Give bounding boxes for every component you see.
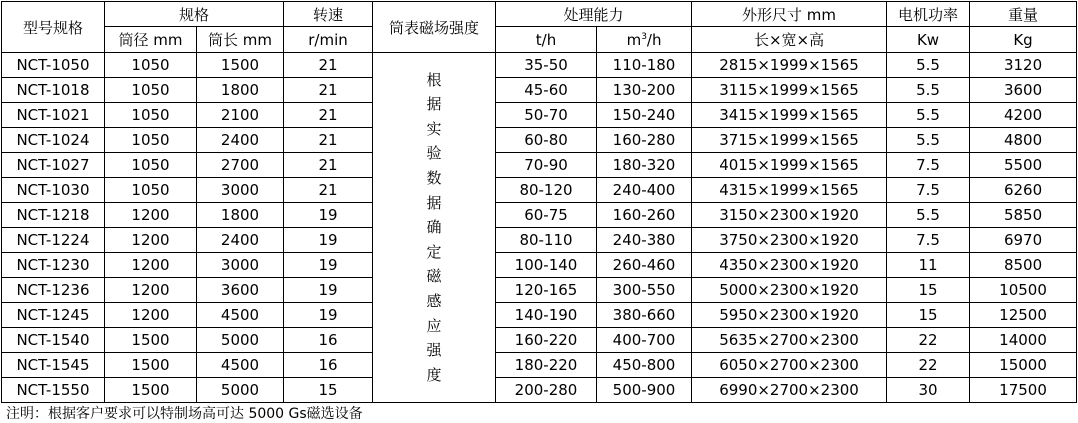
cell-weight: 4800 [970,128,1077,153]
cell-model: NCT-1224 [2,228,105,253]
cell-capacity-m3h: 240-380 [597,228,692,253]
cell-weight: 14000 [970,328,1077,353]
header-capacity-th: t/h [496,27,597,53]
cell-model: NCT-1218 [2,203,105,228]
cell-dimensions: 3415×1999×1565 [692,103,887,128]
cell-length: 2400 [197,228,284,253]
cell-capacity-th: 100-140 [496,253,597,278]
cell-power: 5.5 [887,128,970,153]
cell-length: 2700 [197,153,284,178]
cell-dimensions: 3115×1999×1565 [692,78,887,103]
cell-diameter: 1500 [105,328,197,353]
footnote: 注明：根据客户要求可以特制场高可达 5000 Gs磁选设备 [6,406,363,422]
cell-weight: 3120 [970,53,1077,78]
cell-weight: 5500 [970,153,1077,178]
cell-capacity-th: 35-50 [496,53,597,78]
header-speed: 转速 [284,2,373,27]
magnetic-note-char: 根 [426,70,442,89]
cell-capacity-m3h: 110-180 [597,53,692,78]
table-row [2,228,1077,253]
cell-capacity-m3h: 500-900 [597,378,692,403]
spec-table [1,1,1077,403]
header-speed-unit: r/min [284,27,373,53]
header-capacity-m3h [597,27,692,53]
cell-model: NCT-1021 [2,103,105,128]
magnetic-note-char: 磁 [426,267,442,286]
cell-power: 7.5 [887,228,970,253]
cell-weight: 17500 [970,378,1077,403]
cell-length: 2100 [197,103,284,128]
cell-diameter: 1200 [105,278,197,303]
cell-capacity-th: 160-220 [496,328,597,353]
cell-weight: 5850 [970,203,1077,228]
cell-speed: 15 [284,378,373,403]
header-diameter: 筒径 mm [105,27,197,53]
cell-diameter: 1500 [105,353,197,378]
cell-speed: 21 [284,153,373,178]
cell-capacity-m3h: 380-660 [597,303,692,328]
cell-diameter: 1050 [105,128,197,153]
cell-diameter: 1200 [105,303,197,328]
cell-power: 7.5 [887,153,970,178]
cell-power: 15 [887,278,970,303]
cell-speed: 21 [284,78,373,103]
cell-power: 5.5 [887,103,970,128]
cell-weight: 8500 [970,253,1077,278]
header-weight-unit: Kg [970,27,1077,53]
cell-dimensions: 5000×2300×1920 [692,278,887,303]
m3h-suffix: /h [646,30,662,49]
cell-power: 30 [887,378,970,403]
table-row [2,153,1077,178]
magnetic-note-char: 数 [426,169,442,188]
cell-capacity-m3h: 450-800 [597,353,692,378]
cell-speed: 19 [284,228,373,253]
cell-speed: 16 [284,328,373,353]
cell-capacity-th: 120-165 [496,278,597,303]
cell-dimensions: 4015×1999×1565 [692,153,887,178]
cell-speed: 19 [284,278,373,303]
table-row [2,378,1077,403]
cell-length: 1500 [197,53,284,78]
header-magnetic-field: 筒表磁场强度 [373,2,496,53]
cell-dimensions: 3715×1999×1565 [692,128,887,153]
cell-weight: 3600 [970,78,1077,103]
table-row [2,353,1077,378]
cell-length: 1800 [197,78,284,103]
cell-power: 5.5 [887,78,970,103]
cell-speed: 21 [284,53,373,78]
cell-speed: 16 [284,353,373,378]
cell-capacity-m3h: 240-400 [597,178,692,203]
cell-capacity-m3h: 260-460 [597,253,692,278]
magnetic-note-char: 确 [426,218,442,237]
cell-capacity-m3h: 130-200 [597,78,692,103]
cell-dimensions: 5635×2700×2300 [692,328,887,353]
cell-speed: 21 [284,128,373,153]
cell-dimensions: 4350×2300×1920 [692,253,887,278]
magnetic-note-char: 验 [426,144,442,163]
cell-model: NCT-1545 [2,353,105,378]
cell-model: NCT-1236 [2,278,105,303]
cell-length: 3000 [197,178,284,203]
header-dimensions: 外形尺寸 mm [692,2,887,27]
cell-capacity-m3h: 160-280 [597,128,692,153]
cell-length: 4500 [197,303,284,328]
magnetic-note-char: 度 [426,365,442,384]
cell-dimensions: 2815×1999×1565 [692,53,887,78]
cell-weight: 12500 [970,303,1077,328]
cell-capacity-m3h: 150-240 [597,103,692,128]
cell-diameter: 1050 [105,153,197,178]
cell-length: 5000 [197,328,284,353]
magnetic-note-char: 据 [426,193,442,212]
cell-diameter: 1050 [105,178,197,203]
cell-dimensions: 3750×2300×1920 [692,228,887,253]
header-row-1 [2,2,1077,27]
cell-power: 7.5 [887,178,970,203]
header-power-unit: Kw [887,27,970,53]
cell-capacity-m3h: 400-700 [597,328,692,353]
cell-weight: 15000 [970,353,1077,378]
header-row-2 [2,27,1077,53]
cell-capacity-th: 50-70 [496,103,597,128]
cell-length: 3600 [197,278,284,303]
cell-capacity-th: 45-60 [496,78,597,103]
header-dimensions-sub: 长×宽×高 [692,27,887,53]
cell-magnetic-note [373,53,496,403]
cell-length: 5000 [197,378,284,403]
cell-speed: 19 [284,203,373,228]
cell-power: 5.5 [887,203,970,228]
cell-length: 3000 [197,253,284,278]
cell-power: 5.5 [887,53,970,78]
cell-length: 4500 [197,353,284,378]
cell-dimensions: 6050×2700×2300 [692,353,887,378]
table-row [2,328,1077,353]
header-spec: 规格 [105,2,284,27]
table-row [2,128,1077,153]
cell-diameter: 1500 [105,378,197,403]
cell-power: 15 [887,303,970,328]
magnetic-note-char: 应 [426,316,442,335]
header-weight: 重量 [970,2,1077,27]
magnetic-note-char: 感 [426,291,442,310]
cell-capacity-th: 60-75 [496,203,597,228]
cell-speed: 19 [284,253,373,278]
cell-power: 11 [887,253,970,278]
table-row [2,303,1077,328]
header-model: 型号规格 [2,2,105,53]
cell-model: NCT-1018 [2,78,105,103]
m3h-sup: 3 [641,31,647,42]
cell-dimensions: 4315×1999×1565 [692,178,887,203]
cell-diameter: 1050 [105,103,197,128]
cell-capacity-m3h: 160-260 [597,203,692,228]
cell-length: 1800 [197,203,284,228]
cell-capacity-m3h: 300-550 [597,278,692,303]
cell-dimensions: 5950×2300×1920 [692,303,887,328]
table-row [2,253,1077,278]
cell-capacity-th: 80-110 [496,228,597,253]
table-row [2,278,1077,303]
cell-diameter: 1200 [105,228,197,253]
cell-diameter: 1050 [105,53,197,78]
table-row [2,53,1077,78]
cell-capacity-th: 140-190 [496,303,597,328]
header-length: 筒长 mm [197,27,284,53]
cell-model: NCT-1540 [2,328,105,353]
cell-diameter: 1200 [105,253,197,278]
cell-model: NCT-1030 [2,178,105,203]
cell-weight: 6970 [970,228,1077,253]
cell-dimensions: 3150×2300×1920 [692,203,887,228]
magnetic-note-char: 实 [426,119,442,138]
cell-model: NCT-1050 [2,53,105,78]
cell-capacity-th: 80-120 [496,178,597,203]
magnetic-note-char: 据 [426,95,442,114]
cell-length: 2400 [197,128,284,153]
cell-speed: 19 [284,303,373,328]
cell-capacity-th: 70-90 [496,153,597,178]
cell-model: NCT-1024 [2,128,105,153]
cell-speed: 21 [284,178,373,203]
cell-model: NCT-1550 [2,378,105,403]
cell-model: NCT-1230 [2,253,105,278]
magnetic-note-char: 定 [426,242,442,261]
cell-diameter: 1200 [105,203,197,228]
header-capacity: 处理能力 [496,2,692,27]
table-row [2,78,1077,103]
cell-diameter: 1050 [105,78,197,103]
cell-model: NCT-1027 [2,153,105,178]
cell-model: NCT-1245 [2,303,105,328]
cell-weight: 10500 [970,278,1077,303]
cell-capacity-m3h: 180-320 [597,153,692,178]
table-row [2,178,1077,203]
cell-dimensions: 6990×2700×2300 [692,378,887,403]
cell-capacity-th: 200-280 [496,378,597,403]
cell-weight: 6260 [970,178,1077,203]
cell-speed: 21 [284,103,373,128]
cell-weight: 4200 [970,103,1077,128]
header-power: 电机功率 [887,2,970,27]
m3h-prefix: m [626,30,642,49]
cell-power: 22 [887,353,970,378]
magnetic-note-char: 强 [426,341,442,360]
table-row [2,103,1077,128]
cell-power: 22 [887,328,970,353]
cell-capacity-th: 180-220 [496,353,597,378]
cell-capacity-th: 60-80 [496,128,597,153]
table-row [2,203,1077,228]
